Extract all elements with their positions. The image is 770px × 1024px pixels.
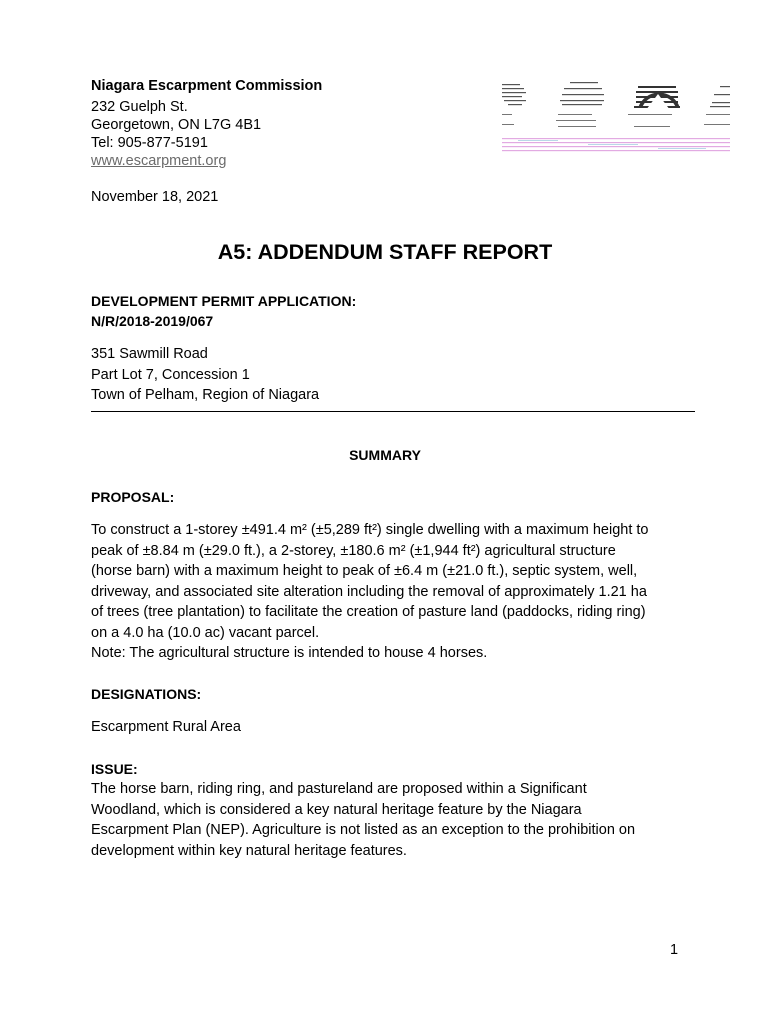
issue-line: Escarpment Plan (NEP). Agriculture is not listed as an exception to the prohibition on [91,822,636,838]
issue-line: Woodland, which is considered a key natural heritage feature by the Niagara [91,801,582,818]
telephone-line: Tel: 905-877-5191 [91,135,208,151]
city-line: Georgetown, ON L7G 4B1 [91,117,262,133]
property-municipality: Town of Pelham, Region of Niagara [91,387,320,403]
proposal-line: of trees (tree plantation) to facilitate the creation of pasture land (paddocks, riding ring) [91,604,646,620]
permit-number: N/R/2018-2019/067 [91,313,214,329]
issue-text [91,779,691,861]
proposal-heading: PROPOSAL: [91,489,175,505]
proposal-text [91,520,691,664]
page-number: 1 [670,942,679,958]
issue-line: The horse barn, riding ring, and pastureland are proposed within a Significant [91,781,587,797]
issue-heading: ISSUE: [91,761,138,777]
property-lot: Part Lot 7, Concession 1 [91,366,250,383]
permit-application-block [91,291,356,331]
website-link[interactable]: www.escarpment.org [91,153,227,169]
report-date: November 18, 2021 [91,189,219,205]
organization-name: Niagara Escarpment Commission [91,78,323,94]
designations-heading: DESIGNATIONS: [91,686,202,702]
proposal-note: Note: The agricultural structure is intended to house 4 horses. [91,645,488,661]
commission-logo-icon [498,78,734,158]
proposal-line: (horse barn) with a maximum height to peak of ±6.4 m (±21.0 ft.), septic system, well, [91,563,638,579]
section-divider [91,411,695,412]
proposal-line: peak of ±8.84 m (±29.0 ft.), a 2-storey, ±180.6 m² (±1,944 ft²) agricultural structure [91,542,616,559]
permit-heading: DEVELOPMENT PERMIT APPLICATION: [91,293,357,309]
issue-line: development within key natural heritage features. [91,842,407,859]
summary-heading: SUMMARY [349,447,421,463]
proposal-line: To construct a 1-storey ±491.4 m² (±5,289 ft²) single dwelling with a maximum height to [91,522,649,538]
property-address-block [91,344,319,406]
sender-address-block [91,77,322,170]
address-line: 232 Guelph St. [91,99,188,115]
proposal-line: on a 4.0 ha (10.0 ac) vacant parcel. [91,624,320,641]
report-title: A5: ADDENDUM STAFF REPORT [217,240,553,264]
proposal-line: driveway, and associated site alteration including the removal of approximately 1.21 ha [91,583,647,600]
designations-text: Escarpment Rural Area [91,719,241,735]
property-street: 351 Sawmill Road [91,346,208,362]
